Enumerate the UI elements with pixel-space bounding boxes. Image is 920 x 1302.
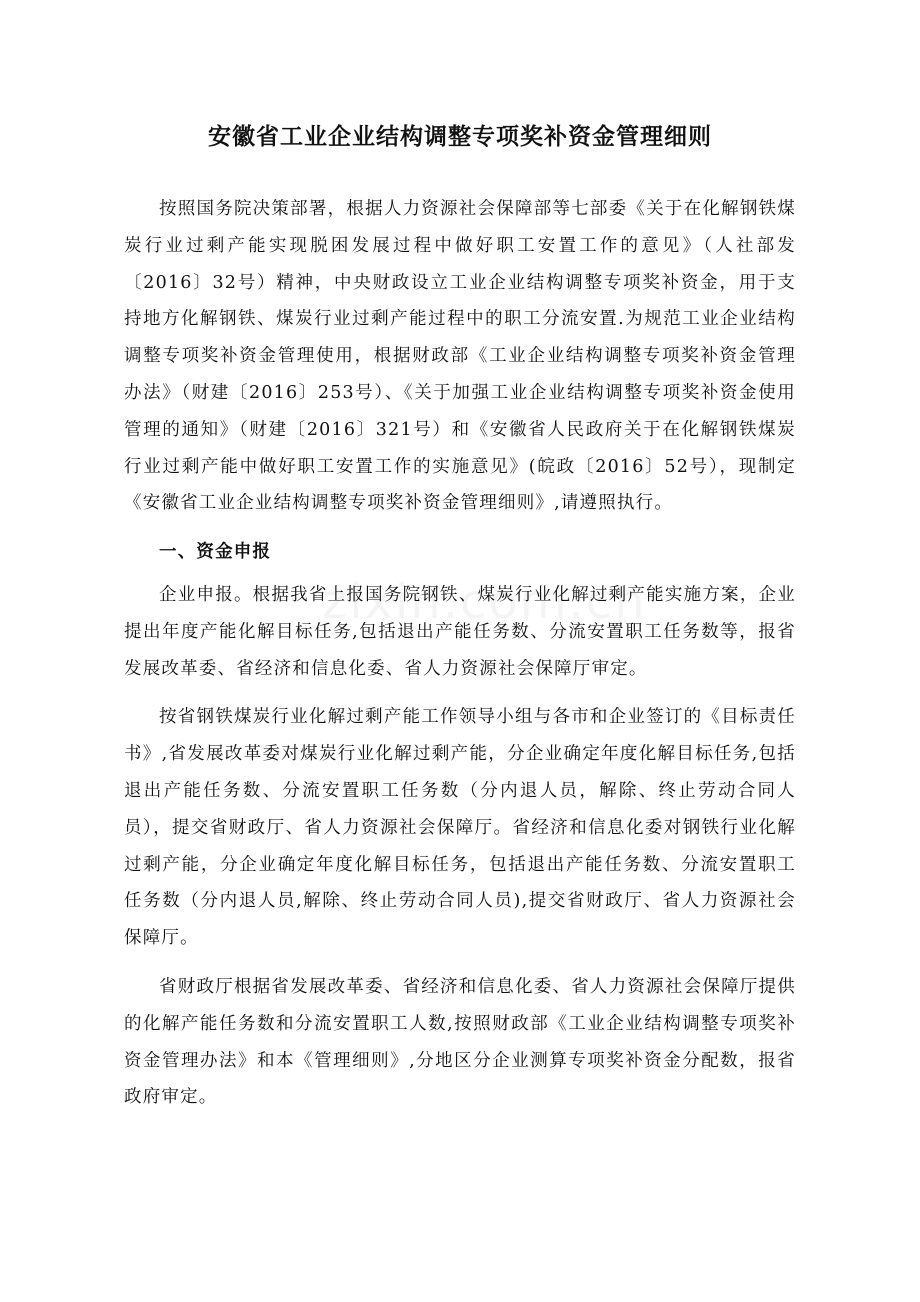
paragraph-enterprise-application: 企业申报。根据我省上报国务院钢铁、煤炭行业化解过剩产能实施方案，企业提出年度产能化解目标任务,包括退出产能任务数、分流安置职工任务数等，报省发展改革委、省经济和信息化委、省人力资源社会保障厅审定。	[124, 584, 796, 679]
paragraph-intro: 按照国务院决策部署，根据人力资源社会保障部等七部委《关于在化解钢铁煤炭行业过剩产能实现脱困发展过程中做好职工安置工作的意见》（人社部发〔2016〕32号）精神，中央财政设立工业企业结构调整专项奖补资金，用于支持地方化解钢铁、煤炭行业过剩产能过程中的职工分流安置.为规范工业企业结构调整专项奖补资金管理使用，根据财政部《工业企业结构调整专项奖补资金管理办法》（财建〔2016〕253号）、《关于加强工业企业结构调整专项奖补资金使用管理的通知》（财建〔2016〕321号）和《安徽省人民政府关于在化解钢铁煤炭行业过剩产能中做好职工安置工作的实施意见》(皖政〔2016〕52号），现制定《安徽省工业企业结构调整专项奖补资金管理细则》,请遵照执行。	[124, 199, 796, 514]
paragraph-finance-allocation: 省财政厅根据省发展改革委、省经济和信息化委、省人力资源社会保障厅提供的化解产能任务数和分流安置职工人数,按照财政部《工业企业结构调整专项奖补资金管理办法》和本《管理细则》,分地区分企业测算专项奖补资金分配数，报省政府审定。	[124, 976, 796, 1108]
paragraph-target-responsibility: 按省钢铁煤炭行业化解过剩产能工作领导小组与各市和企业签订的《目标责任书》,省发展改革委对煤炭行业化解过剩产能，分企业确定年度化解目标任务,包括退出产能任务数、分流安置职工任务数（分内退人员，解除、终止劳动合同人员），提交省财政厅、省人力资源社会保障厅。省经济和信息化委对钢铁行业化解过剩产能，分企业确定年度化解目标任务，包括退出产能任务数、分流安置职工任务数（分内退人员,解除、终止劳动合同人员),提交省财政厅、省人力资源社会保障厅。	[124, 707, 796, 949]
document-body	[124, 191, 796, 1128]
document-title: 安徽省工业企业结构调整专项奖补资金管理细则	[208, 124, 712, 150]
section-heading-funding-application: 一、资金申报	[159, 542, 272, 563]
